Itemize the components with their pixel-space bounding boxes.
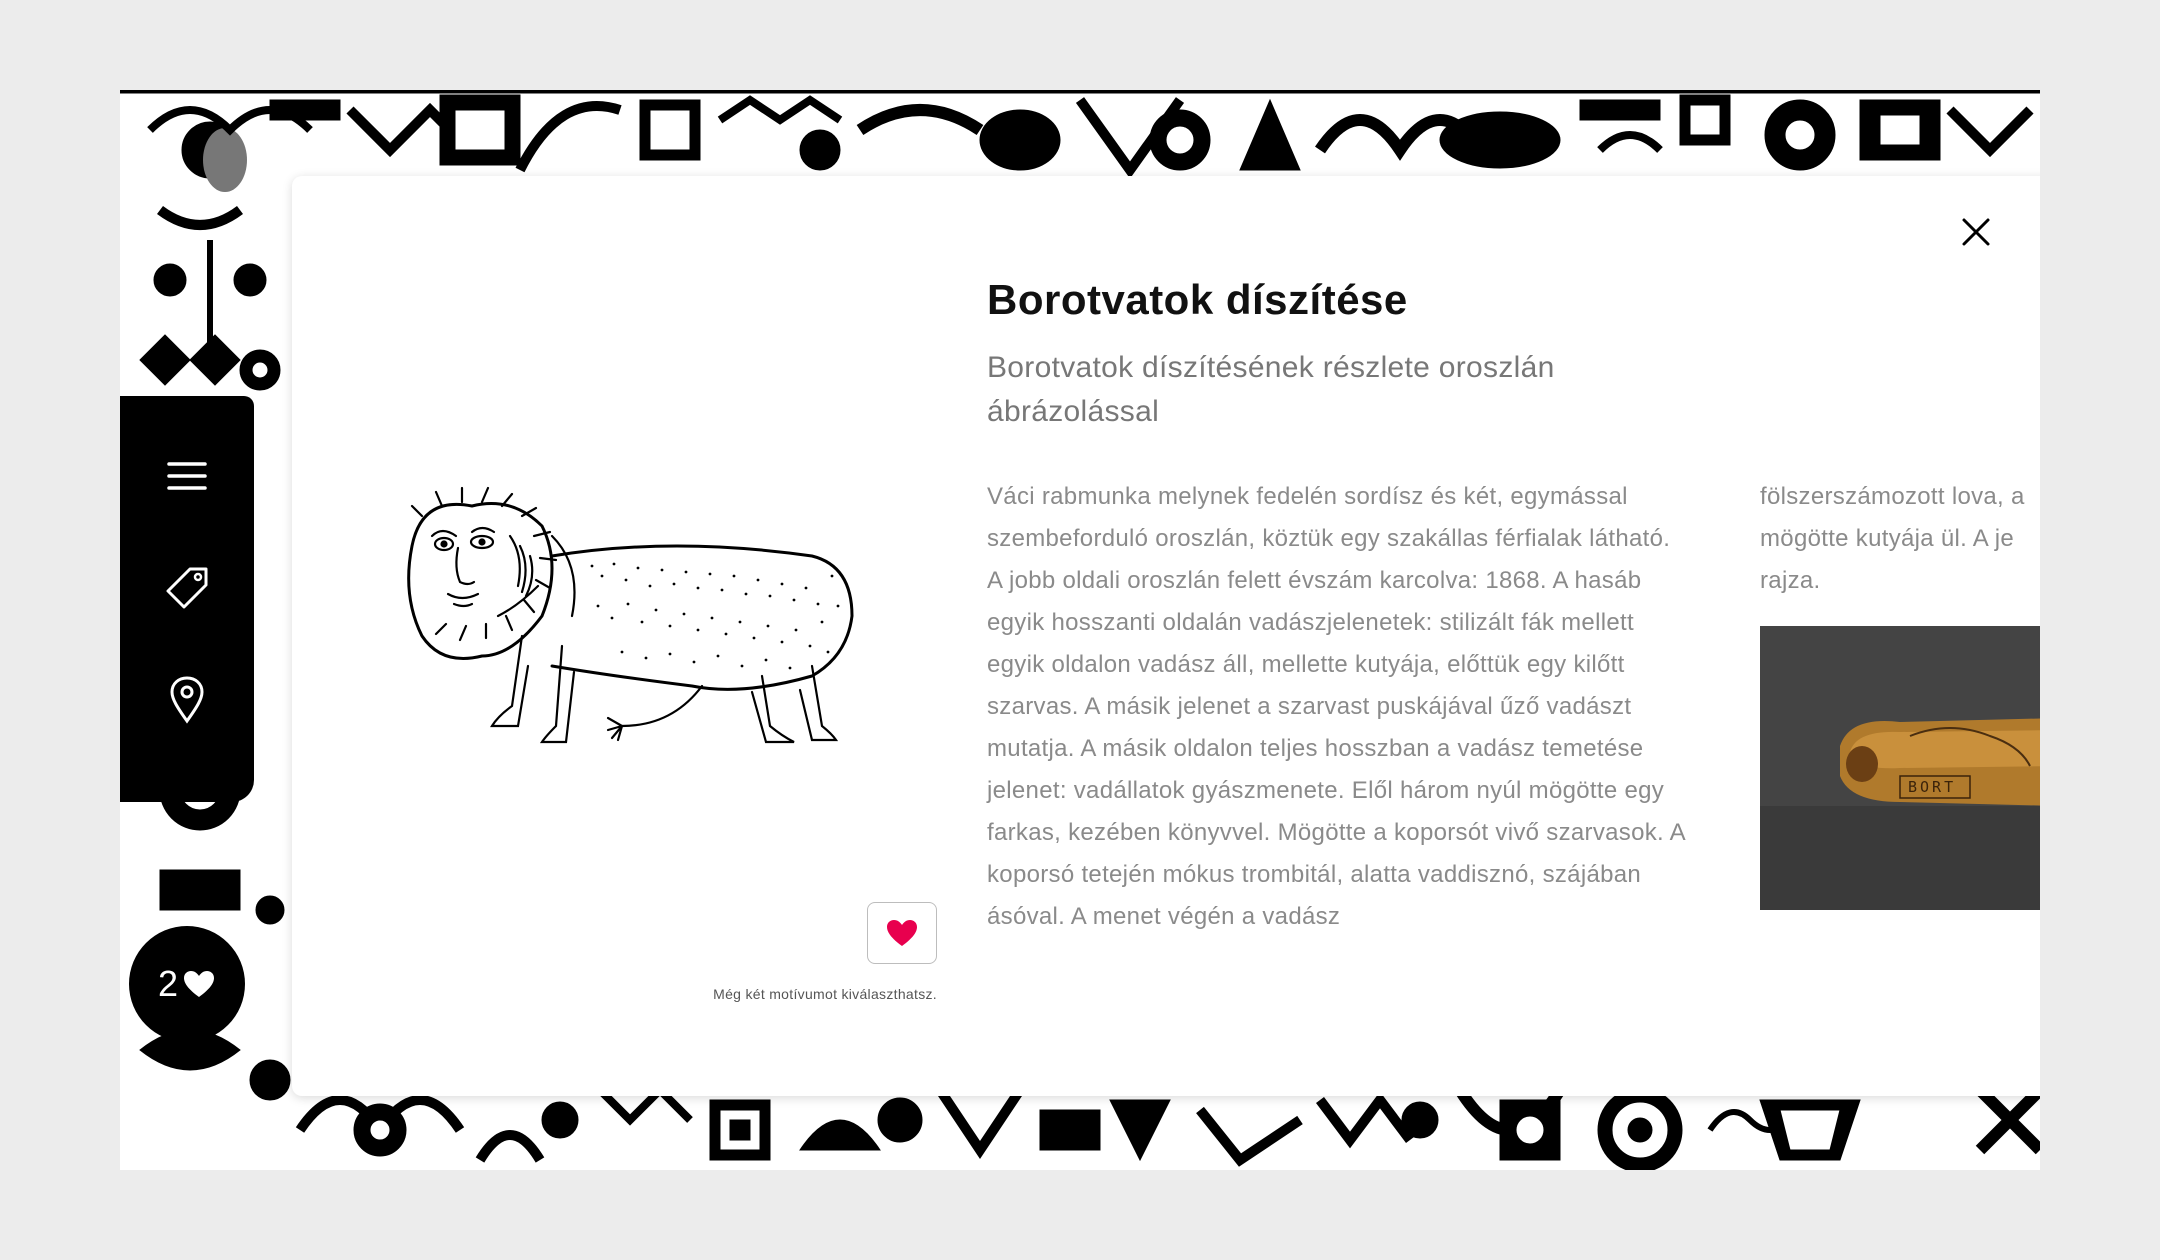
close-button[interactable] bbox=[1950, 206, 2002, 258]
location-button[interactable] bbox=[157, 670, 217, 730]
location-pin-icon bbox=[167, 675, 207, 725]
photo-engraving-text: BORT bbox=[1908, 778, 1957, 796]
favorites-count: 2 bbox=[157, 963, 179, 1004]
side-navigation bbox=[120, 396, 254, 802]
description-column-2 bbox=[1760, 476, 2040, 602]
heart-icon bbox=[885, 918, 919, 948]
lion-drawing-icon bbox=[402, 476, 882, 766]
favorite-hint-text: Még két motívumot kiválaszthatsz. bbox=[713, 986, 937, 1002]
tag-icon bbox=[162, 563, 212, 613]
page-stage bbox=[120, 90, 2040, 1170]
heart-icon bbox=[182, 969, 216, 999]
hamburger-icon bbox=[165, 458, 209, 494]
description-column-1: Váci rabmunka melynek fedelén sordísz és két, egymással szembeforduló oroszlán, köztük egy szakállas férfialak látható. A jobb oldali oroszlán felett évszám karcolva: 1868. A hasáb egyik hosszanti oldalán vadászjelenetek: stilizált fák mellett egyik oldalon vadász áll, mellette kutyája, előttük egy kilőtt szarvas. A másik jelenet a szarvast puskájával űző vadászt mutatja. A másik oldalon teljes hosszban a vadász temetése jelenet: vadállatok gyászmenete. Elől három nyúl mögötte egy farkas, kezében könyvvel. Mögötte a koporsót vivő szarvasok. A koporsó tetején mókus trombitál, alatta vaddisznó, szájában ásóval. A menet végén a vadász bbox=[987, 483, 1685, 930]
motif-subtitle: Borotvatok díszítésének részlete oroszlán ábrázolással bbox=[987, 351, 1555, 428]
motif-image bbox=[402, 476, 882, 766]
menu-button[interactable] bbox=[157, 446, 217, 506]
favorites-counter-button[interactable] bbox=[129, 926, 245, 1042]
description-line: rajza. bbox=[1760, 567, 1821, 594]
add-to-favorites-button[interactable] bbox=[867, 902, 937, 964]
tags-button[interactable] bbox=[157, 558, 217, 618]
razor-case-photo-icon bbox=[1760, 626, 2040, 910]
description-line: mögötte kutyája ül. A je bbox=[1760, 525, 2015, 552]
close-icon bbox=[1950, 206, 2002, 258]
motif-title: Borotvatok díszítése bbox=[987, 276, 1408, 323]
motif-detail-modal bbox=[292, 176, 2040, 1096]
description-line: fölszerszámozott lova, a bbox=[1760, 483, 2025, 510]
artifact-photo bbox=[1760, 626, 2040, 910]
